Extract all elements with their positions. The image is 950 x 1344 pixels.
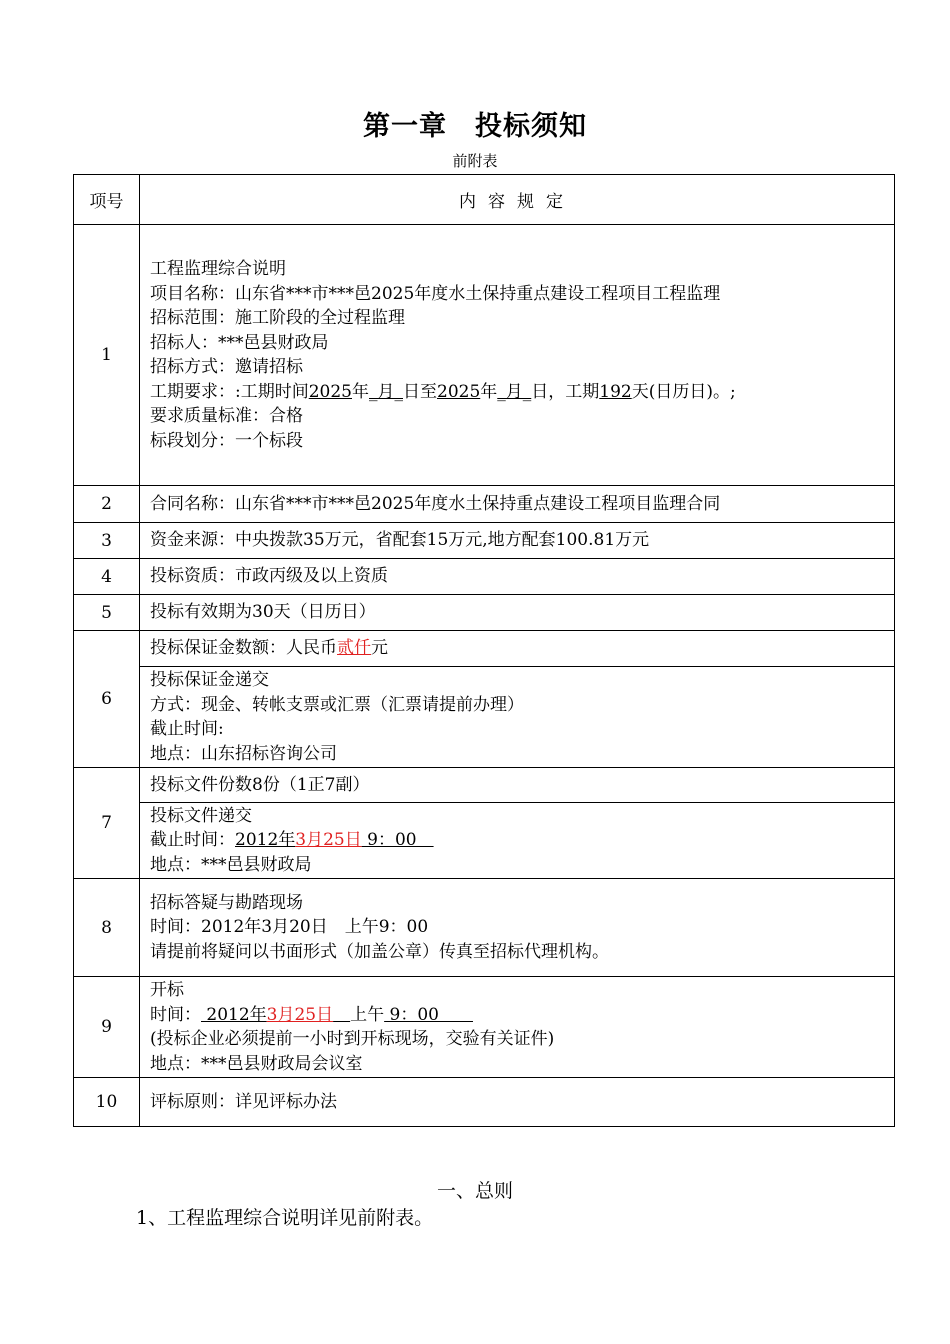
row8-line: 请提前将疑问以书面形式（加盖公章）传真至招标代理机构。	[150, 941, 609, 962]
row-content: 合同名称：山东省***市***邑2025年度水土保持重点建设工程项目监理合同	[140, 486, 895, 523]
table-row	[74, 523, 895, 559]
paragraph: 1、工程监理综合说明详见前附表。	[136, 1207, 434, 1229]
text-segment: 上午	[350, 1004, 385, 1025]
pre-attached-table	[73, 174, 895, 1127]
row1-line: 要求质量标准：合格	[150, 406, 303, 426]
section-title: 一、总则	[436, 1180, 513, 1202]
row1-line: 招标方式：邀请招标	[150, 357, 303, 377]
underlined-year: 2025	[437, 381, 481, 402]
row-number: 5	[74, 595, 140, 631]
row-content: 投标有效期为30天（日历日）	[140, 595, 895, 631]
row6-line: 方式：现金、转帐支票或汇票（汇票请提前办理）	[150, 694, 524, 715]
row-content: 评标原则：详见评标办法	[140, 1078, 895, 1127]
text-segment: 时间：	[150, 1004, 201, 1025]
table-caption: 前附表	[452, 152, 498, 170]
row8-line: 时间：2012年3月20日 上午9：00	[150, 917, 429, 938]
row-number: 1	[74, 225, 140, 486]
table-row	[74, 879, 895, 977]
text-segment: 截止时间：	[150, 830, 235, 851]
text-segment: 日至	[403, 381, 437, 402]
table-header-row	[74, 175, 895, 225]
text-segment: 年	[480, 381, 498, 402]
opening-year: 2012年	[201, 1004, 267, 1025]
row6-line: 投标保证金递交	[150, 670, 269, 690]
row-content	[140, 667, 895, 768]
deadline-time: 9：00	[361, 830, 434, 851]
header-item-number: 项号	[74, 175, 140, 225]
table-row	[74, 225, 895, 486]
row9-line: 地点：***邑县财政局会议室	[150, 1053, 363, 1074]
text-segment: 天(日历日)。;	[631, 381, 736, 402]
underlined-days: 192	[599, 381, 632, 402]
row-content: 资金来源：中央拨款35万元，省配套15万元,地方配套100.81万元	[140, 523, 895, 559]
row1-line: 工程监理综合说明	[150, 259, 286, 279]
table-row	[74, 803, 895, 879]
row9-line: 开标	[150, 980, 184, 1000]
text-segment: 年	[352, 381, 369, 402]
row-number: 9	[74, 977, 140, 1078]
row1-line: 标段划分：一个标段	[150, 430, 303, 451]
row6-line: 截止时间:	[150, 719, 224, 739]
row-number: 10	[74, 1078, 140, 1127]
row6-line: 地点：山东招标咨询公司	[150, 743, 337, 764]
table-row	[74, 486, 895, 523]
row9-time-line	[150, 1003, 894, 1028]
text-segment: 工期要求：:工期时间	[150, 381, 309, 402]
table-row	[74, 631, 895, 667]
row1-line: 招标人：***邑县财政局	[150, 332, 329, 353]
text-segment	[333, 1005, 350, 1025]
row-number: 8	[74, 879, 140, 977]
row9-line: (投标企业必须提前一小时到开标现场，交验有关证件)	[150, 1029, 555, 1049]
row1-line: 招标范围：施工阶段的全过程监理	[150, 308, 405, 328]
row-number: 6	[74, 631, 140, 768]
row-content	[140, 803, 895, 879]
deposit-amount: 贰仟	[337, 638, 371, 659]
header-content-rules: 内容规定	[140, 175, 895, 225]
row-number: 7	[74, 768, 140, 879]
row1-line: 项目名称：山东省***市***邑2025年度水土保持重点建设工程项目工程监理	[150, 283, 721, 304]
table-row	[74, 667, 895, 768]
table-row	[74, 595, 895, 631]
deadline-year: 2012年	[235, 830, 296, 851]
table-row	[74, 768, 895, 803]
row7-line: 投标文件递交	[150, 805, 252, 826]
opening-time: 9：00	[384, 1004, 473, 1025]
row-content	[140, 879, 895, 977]
row1-schedule-line	[150, 380, 894, 405]
row-content	[140, 977, 895, 1078]
row-number: 2	[74, 486, 140, 523]
row-content	[140, 225, 895, 486]
underlined-year: 2025	[308, 381, 352, 402]
table-row	[74, 1078, 895, 1127]
row-content	[140, 631, 895, 667]
table-row	[74, 559, 895, 595]
row-content: 投标文件份数8份（1正7副）	[140, 768, 895, 803]
row7-line: 地点：***邑县财政局	[150, 854, 312, 875]
row8-line: 招标答疑与勘踏现场	[150, 892, 303, 913]
opening-date: 3月25日	[266, 1004, 334, 1025]
row-content: 投标资质：市政丙级及以上资质	[140, 559, 895, 595]
text-segment: 元	[371, 638, 388, 659]
row-number: 4	[74, 559, 140, 595]
table-row	[74, 977, 895, 1078]
text-segment: 日，工期	[531, 381, 600, 402]
chapter-title: 第一章 投标须知	[363, 111, 587, 142]
deadline-date: 3月25日	[295, 830, 362, 851]
row7-deadline-line	[150, 828, 894, 853]
blank-month: _月_	[497, 381, 532, 402]
blank-month: _月_	[369, 381, 403, 402]
row-number: 3	[74, 523, 140, 559]
text-segment: 投标保证金数额：人民币	[150, 638, 337, 659]
